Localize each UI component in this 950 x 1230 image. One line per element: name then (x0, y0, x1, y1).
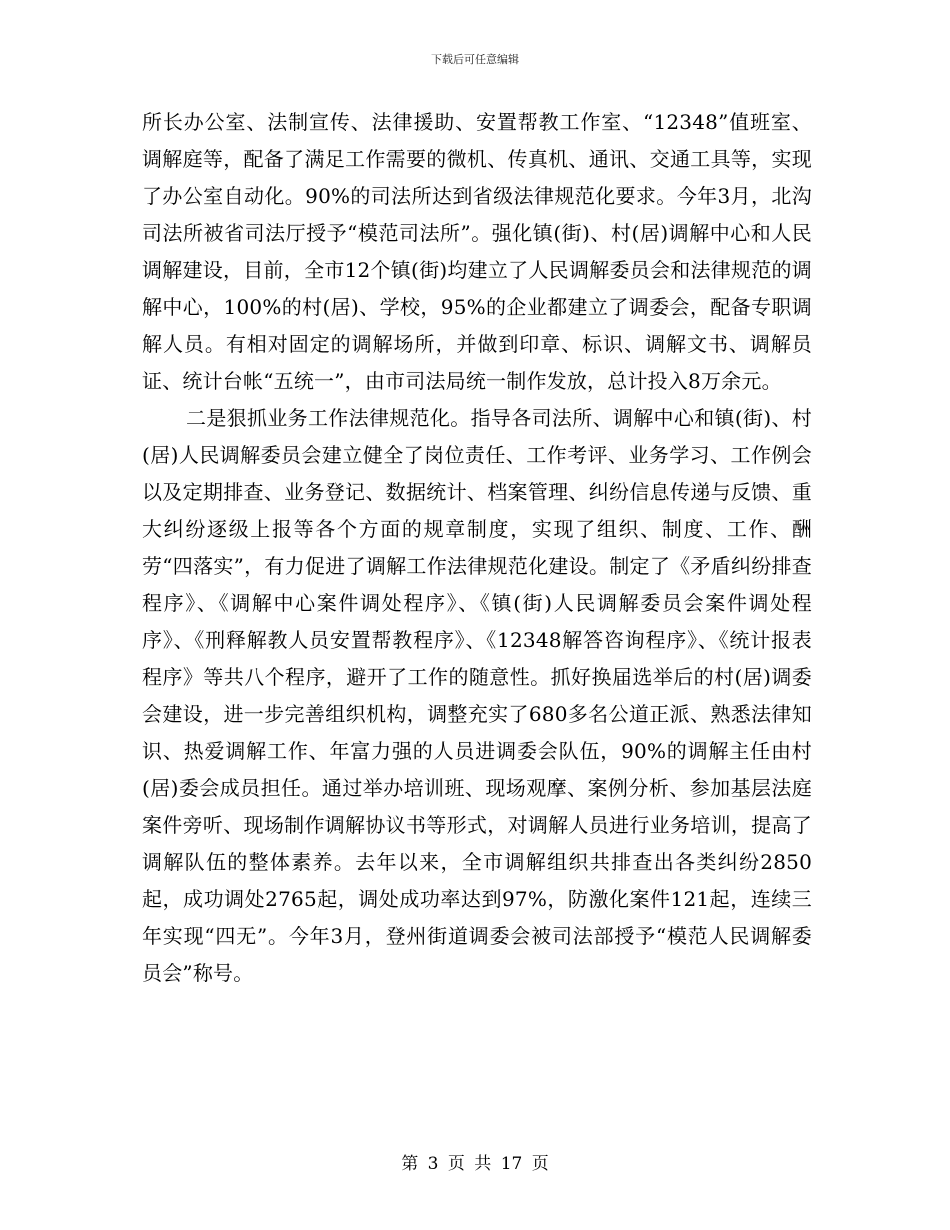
document-body (142, 104, 812, 992)
page-number: 第 3 页 共 17 页 (401, 1154, 549, 1174)
paragraph-1: 所长办公室、法制宣传、法律援助、安置帮教工作室、“12348”值班室、调解庭等，配备了满足工作需要的微机、传真机、通讯、交通工具等，实现了办公室自动化。90%的司法所达到省级法律规范化要求。今年3月，北沟司法所被省司法厅授予“模范司法所”。强化镇(街)、村(居)调解中心和人民调解建设，目前，全市12个镇(街)均建立了人民调解委员会和法律规范的调解中心，100%的村(居)、学校，95%的企业都建立了调委会，配备专职调解人员。有相对固定的调解场所，并做到印章、标识、调解文书、调解员证、统计台帐“五统一”，由市司法局统一制作发放，总计投入8万余元。 (142, 110, 812, 393)
page-header: 下载后可任意编辑 (431, 53, 519, 66)
paragraph-2: 二是狠抓业务工作法律规范化。指导各司法所、调解中心和镇(街)、村(居)人民调解委员会建立健全了岗位责任、工作考评、业务学习、工作例会以及定期排查、业务登记、数据统计、档案管理、纠纷信息传递与反馈、重大纠纷逐级上报等各个方面的规章制度，实现了组织、制度、工作、酬劳“四落实”，有力促进了调解工作法律规范化建设。制定了《矛盾纠纷排查程序》、《调解中心案件调处程序》、《镇(街)人民调解委员会案件调处程序》、《刑释解教人员安置帮教程序》、《12348解答咨询程序》、《统计报表程序》等共八个程序，避开了工作的随意性。抓好换届选举后的村(居)调委会建设，进一步完善组织机构，调整充实了680多名公道正派、熟悉法律知识、热爱调解工作、年富力强的人员进调委会队伍，90%的调解主任由村(居)委会成员担任。通过举办培训班、现场观摩、案例分析、参加基层法庭案件旁听、现场制作调解协议书等形式，对调解人员进行业务培训，提高了调解队伍的整体素养。去年以来，全市调解组织共排查出各类纠纷2850起，成功调处2765起，调处成功率达到97%，防激化案件121起，连续三年实现“四无”。今年3月，登州街道调委会被司法部授予“模范人民调解委员会”称号。 (142, 406, 812, 985)
